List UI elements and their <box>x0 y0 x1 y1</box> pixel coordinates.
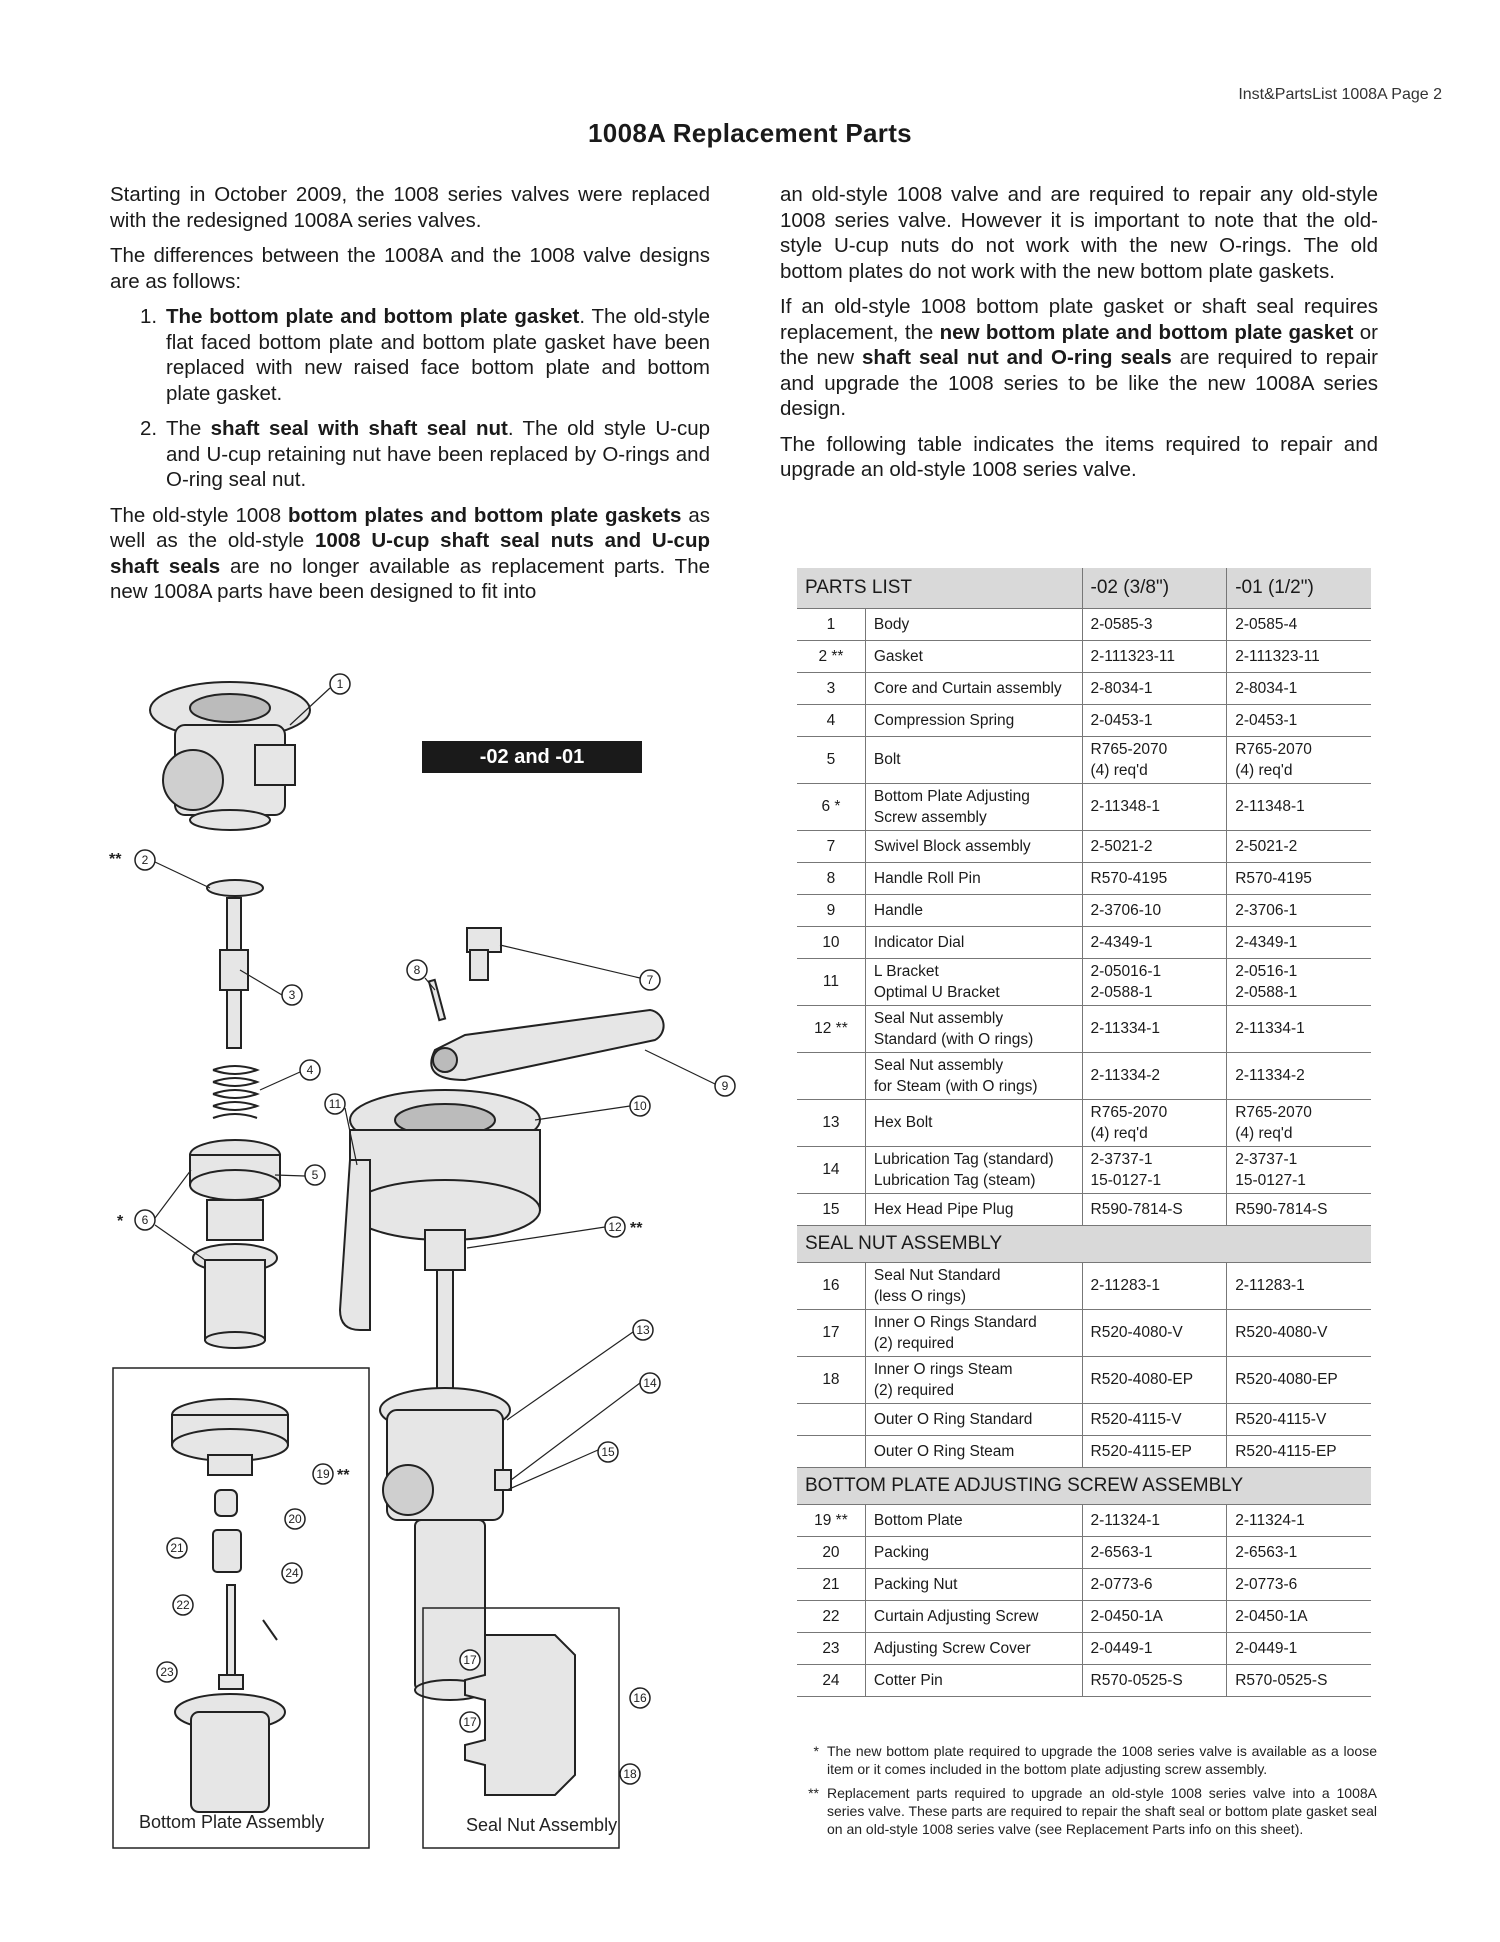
svg-text:22: 22 <box>176 1598 190 1612</box>
svg-text:2: 2 <box>141 853 149 867</box>
cell-p02: 2-111323-11 <box>1082 641 1227 673</box>
cell-num <box>797 1404 865 1436</box>
footnotes <box>797 1742 1377 1844</box>
cell-p01: 2-0516-1 2-0588-1 <box>1227 959 1371 1006</box>
cell-desc: Inner O rings Steam (2) required <box>865 1357 1082 1404</box>
table-section-header <box>797 1226 1371 1263</box>
cell-num: 3 <box>797 673 865 705</box>
svg-text:19: 19 <box>316 1467 330 1481</box>
cell-desc: Cotter Pin <box>865 1665 1082 1697</box>
table-row <box>797 1100 1371 1147</box>
cell-num: 12 ** <box>797 1006 865 1053</box>
callout-6-star: * <box>117 1213 124 1230</box>
header-parts-list: PARTS LIST <box>797 568 1082 609</box>
callout-24 <box>282 1563 302 1583</box>
cell-desc: Packing Nut <box>865 1569 1082 1601</box>
cell-p01: 2-0449-1 <box>1227 1633 1371 1665</box>
svg-text:6: 6 <box>141 1213 149 1227</box>
cell-num: 5 <box>797 737 865 784</box>
cell-p02: 2-8034-1 <box>1082 673 1227 705</box>
svg-text:17: 17 <box>463 1715 477 1729</box>
cell-desc: Handle <box>865 895 1082 927</box>
cell-p01: 2-4349-1 <box>1227 927 1371 959</box>
callout-12-star: ** <box>630 1220 643 1237</box>
cell-p02: 2-0773-6 <box>1082 1569 1227 1601</box>
cell-p02: 2-05016-1 2-0588-1 <box>1082 959 1227 1006</box>
cell-p02: 2-11283-1 <box>1082 1263 1227 1310</box>
cell-num: 20 <box>797 1537 865 1569</box>
cell-p01: 2-0453-1 <box>1227 705 1371 737</box>
cell-p02: 2-5021-2 <box>1082 831 1227 863</box>
cell-p01: R520-4080-EP <box>1227 1357 1371 1404</box>
callout-6 <box>135 1210 155 1230</box>
svg-text:24: 24 <box>285 1566 299 1580</box>
table-row <box>797 1537 1371 1569</box>
cell-desc: Core and Curtain assembly <box>865 673 1082 705</box>
cell-p01: R520-4080-V <box>1227 1310 1371 1357</box>
svg-text:13: 13 <box>636 1323 650 1337</box>
cell-num: 6 * <box>797 784 865 831</box>
cell-desc: Seal Nut assembly Standard (with O rings) <box>865 1006 1082 1053</box>
cell-p02: 2-11324-1 <box>1082 1505 1227 1537</box>
cell-desc: Curtain Adjusting Screw <box>865 1601 1082 1633</box>
cell-num: 9 <box>797 895 865 927</box>
table-row <box>797 1310 1371 1357</box>
svg-text:4: 4 <box>306 1063 314 1077</box>
exploded-parts-diagram <box>95 650 785 1860</box>
svg-text:1: 1 <box>336 677 344 691</box>
cell-p01: R520-4115-V <box>1227 1404 1371 1436</box>
svg-text:3: 3 <box>288 988 296 1002</box>
difference-item-1: 1. The bottom plate and bottom plate gasket. The old-style flat faced bottom plate and bottom plate gasket have been replaced with new raised face bottom plate and bottom plate gasket. <box>140 305 710 405</box>
right-text-column <box>780 182 1378 493</box>
cell-desc: Handle Roll Pin <box>865 863 1082 895</box>
table-row <box>797 895 1371 927</box>
cell-p02: 2-0449-1 <box>1082 1633 1227 1665</box>
cell-p01: 2-11324-1 <box>1227 1505 1371 1537</box>
callout-17a <box>460 1650 480 1670</box>
svg-text:11: 11 <box>328 1097 342 1111</box>
cell-num: 24 <box>797 1665 865 1697</box>
cell-desc: Outer O Ring Standard <box>865 1404 1082 1436</box>
cell-p02: 2-0453-1 <box>1082 705 1227 737</box>
upgrade-paragraph: If an old-style 1008 bottom plate gasket or shaft seal requires replacement, the new bottom plate and bottom plate gasket or the new shaft seal nut and O-ring seals are required to repair and upgrade the 1008 series to be like the new 1008A series design. <box>780 295 1378 420</box>
cell-desc: Bolt <box>865 737 1082 784</box>
cell-desc: Body <box>865 609 1082 641</box>
table-row <box>797 673 1371 705</box>
cell-p01: R590-7814-S <box>1227 1194 1371 1226</box>
svg-text:16: 16 <box>633 1691 647 1705</box>
cell-p01: 2-11334-2 <box>1227 1053 1371 1100</box>
callout-19 <box>313 1464 333 1484</box>
callout-2-star: ** <box>109 851 122 868</box>
bold-phrase: The bottom plate and bottom plate gasket <box>166 305 580 328</box>
callout-5 <box>305 1165 325 1185</box>
cell-p02: R520-4115-V <box>1082 1404 1227 1436</box>
cell-num <box>797 1053 865 1100</box>
cell-desc: Adjusting Screw Cover <box>865 1633 1082 1665</box>
cell-p02: R765-2070 (4) req'd <box>1082 1100 1227 1147</box>
cell-desc: Hex Bolt <box>865 1100 1082 1147</box>
cell-p02: 2-6563-1 <box>1082 1537 1227 1569</box>
svg-text:14: 14 <box>643 1376 657 1390</box>
callout-4 <box>300 1060 320 1080</box>
table-row <box>797 1194 1371 1226</box>
cell-p02: 2-11334-1 <box>1082 1006 1227 1053</box>
cell-desc: Bottom Plate Adjusting Screw assembly <box>865 784 1082 831</box>
table-row <box>797 959 1371 1006</box>
list-number: 1. <box>140 305 158 328</box>
callout-8 <box>407 960 427 980</box>
cell-p02: R570-0525-S <box>1082 1665 1227 1697</box>
callout-9 <box>715 1076 735 1096</box>
table-row <box>797 831 1371 863</box>
table-row <box>797 1006 1371 1053</box>
cell-p02: R765-2070 (4) req'd <box>1082 737 1227 784</box>
footnote-single-star: * The new bottom plate required to upgrade the 1008 series valve is available as a loose item or it comes included in the bottom plate adjusting screw assembly. <box>813 1743 1377 1777</box>
callout-3 <box>282 985 302 1005</box>
table-row <box>797 1569 1371 1601</box>
cell-p02: R570-4195 <box>1082 863 1227 895</box>
difference-item-2: 2. The shaft seal with shaft seal nut. The old style U-cup and U-cup retaining nut have been replaced by O-rings and O-ring seal nut. <box>140 417 710 491</box>
compatibility-paragraph: an old-style 1008 valve and are required to repair any old-style 1008 series valve. However it is important to note that the old-style U-cup nuts do not work with the new O-rings. The old bottom plates do not work with the new bottom plate gaskets. <box>780 183 1378 283</box>
cell-desc: Packing <box>865 1537 1082 1569</box>
callout-10 <box>630 1096 650 1116</box>
availability-paragraph: The old-style 1008 bottom plates and bottom plate gaskets as well as the old-style 1008 U-cup shaft seal nuts and U-cup shaft seals are no longer available as replacement parts. The new 1008A parts have been designed to fit into <box>110 503 710 603</box>
header-02: -02 (3/8") <box>1082 568 1227 609</box>
cell-p01: 2-111323-11 <box>1227 641 1371 673</box>
callout-14 <box>640 1373 660 1393</box>
cell-p02: R520-4080-EP <box>1082 1357 1227 1404</box>
table-header-row <box>797 568 1371 609</box>
cell-desc: Indicator Dial <box>865 927 1082 959</box>
svg-text:18: 18 <box>623 1767 637 1781</box>
cell-p02: 2-11348-1 <box>1082 784 1227 831</box>
cell-num: 23 <box>797 1633 865 1665</box>
cell-p01: 2-11334-1 <box>1227 1006 1371 1053</box>
cell-p01: 2-3706-1 <box>1227 895 1371 927</box>
table-row <box>797 705 1371 737</box>
table-row <box>797 1053 1371 1100</box>
callout-18 <box>620 1764 640 1784</box>
cell-num: 7 <box>797 831 865 863</box>
cell-desc: Hex Head Pipe Plug <box>865 1194 1082 1226</box>
cell-p02: R520-4080-V <box>1082 1310 1227 1357</box>
cell-p01: R570-0525-S <box>1227 1665 1371 1697</box>
cell-p02: 2-3706-10 <box>1082 895 1227 927</box>
table-row <box>797 1404 1371 1436</box>
cell-num: 11 <box>797 959 865 1006</box>
parts-rows <box>797 609 1371 1697</box>
table-row <box>797 737 1371 784</box>
cell-p01: R570-4195 <box>1227 863 1371 895</box>
callout-12 <box>605 1217 625 1237</box>
cell-num: 21 <box>797 1569 865 1601</box>
parts-list-table <box>797 568 1371 1697</box>
callout-1 <box>330 674 350 694</box>
footnote-double-star: ** Replacement parts required to upgrade an old-style 1008 series valve into a 1008A series valve. These parts are required to repair the shaft seal or bottom plate gasket seal on an old-style 1008 series valve (see Replacement Parts info on this sheet). <box>808 1785 1377 1837</box>
table-section-header <box>797 1468 1371 1505</box>
cell-num: 19 ** <box>797 1505 865 1537</box>
cell-desc: Bottom Plate <box>865 1505 1082 1537</box>
cell-num: 14 <box>797 1147 865 1194</box>
seal-nut-assembly-label: Seal Nut Assembly <box>466 1815 618 1835</box>
table-row <box>797 1505 1371 1537</box>
svg-text:17: 17 <box>463 1653 477 1667</box>
differences-paragraph: The differences between the 1008A and the 1008 valve designs are as follows: <box>110 244 710 293</box>
svg-text:15: 15 <box>601 1445 615 1459</box>
table-row <box>797 1147 1371 1194</box>
left-text-column <box>110 182 710 615</box>
cell-num: 15 <box>797 1194 865 1226</box>
section-title: SEAL NUT ASSEMBLY <box>797 1226 1371 1263</box>
cell-p01: R520-4115-EP <box>1227 1436 1371 1468</box>
callout-23 <box>157 1662 177 1682</box>
cell-p01: 2-11283-1 <box>1227 1263 1371 1310</box>
document-reference: Inst&PartsList 1008A Page 2 <box>1238 86 1442 103</box>
cell-p01: 2-0450-1A <box>1227 1601 1371 1633</box>
cell-desc: L Bracket Optimal U Bracket <box>865 959 1082 1006</box>
cell-p02: 2-3737-1 15-0127-1 <box>1082 1147 1227 1194</box>
callout-2 <box>135 850 155 870</box>
table-row <box>797 863 1371 895</box>
callout-17b <box>460 1712 480 1732</box>
cell-desc: Outer O Ring Steam <box>865 1436 1082 1468</box>
cell-desc: Gasket <box>865 641 1082 673</box>
svg-text:10: 10 <box>633 1099 647 1113</box>
cell-p01: R765-2070 (4) req'd <box>1227 1100 1371 1147</box>
cell-desc: Seal Nut assembly for Steam (with O rings) <box>865 1053 1082 1100</box>
cell-num: 22 <box>797 1601 865 1633</box>
cell-num: 2 ** <box>797 641 865 673</box>
table-row <box>797 927 1371 959</box>
cell-p01: 2-8034-1 <box>1227 673 1371 705</box>
callout-7 <box>640 970 660 990</box>
cell-num: 16 <box>797 1263 865 1310</box>
table-row <box>797 784 1371 831</box>
cell-num: 1 <box>797 609 865 641</box>
callout-21 <box>167 1538 187 1558</box>
cell-desc: Lubrication Tag (standard) Lubrication Tag (steam) <box>865 1147 1082 1194</box>
callout-11 <box>325 1094 345 1114</box>
cell-p01: 2-5021-2 <box>1227 831 1371 863</box>
table-intro-paragraph: The following table indicates the items required to repair and upgrade an old-style 1008 series valve. <box>780 432 1378 481</box>
bold-phrase: shaft seal with shaft seal nut <box>210 417 508 440</box>
model-badge: -02 and -01 <box>422 741 642 773</box>
callout-16 <box>630 1688 650 1708</box>
list-number: 2. <box>140 417 158 440</box>
cell-p01: 2-11348-1 <box>1227 784 1371 831</box>
cell-desc: Compression Spring <box>865 705 1082 737</box>
svg-text:7: 7 <box>646 973 654 987</box>
callout-15 <box>598 1442 618 1462</box>
svg-text:8: 8 <box>413 963 421 977</box>
cell-num: 13 <box>797 1100 865 1147</box>
table-row <box>797 1357 1371 1404</box>
cell-p02: 2-4349-1 <box>1082 927 1227 959</box>
cell-num: 18 <box>797 1357 865 1404</box>
cell-p02: R590-7814-S <box>1082 1194 1227 1226</box>
svg-text:12: 12 <box>608 1220 622 1234</box>
svg-text:23: 23 <box>160 1665 174 1679</box>
svg-text:9: 9 <box>721 1079 729 1093</box>
cell-p02: 2-0585-3 <box>1082 609 1227 641</box>
table-row <box>797 1263 1371 1310</box>
cell-p02: R520-4115-EP <box>1082 1436 1227 1468</box>
intro-paragraph: Starting in October 2009, the 1008 series valves were replaced with the redesigned 1008A series valves. <box>110 183 710 232</box>
table-row <box>797 1633 1371 1665</box>
header-01: -01 (1/2") <box>1227 568 1371 609</box>
table-row <box>797 1601 1371 1633</box>
table-row <box>797 1436 1371 1468</box>
cell-desc: Swivel Block assembly <box>865 831 1082 863</box>
section-title: BOTTOM PLATE ADJUSTING SCREW ASSEMBLY <box>797 1468 1371 1505</box>
cell-p01: 2-0585-4 <box>1227 609 1371 641</box>
cell-p02: 2-0450-1A <box>1082 1601 1227 1633</box>
cell-desc: Inner O Rings Standard (2) required <box>865 1310 1082 1357</box>
callout-20 <box>285 1509 305 1529</box>
table-row <box>797 609 1371 641</box>
callout-13 <box>633 1320 653 1340</box>
svg-text:21: 21 <box>170 1541 184 1555</box>
cell-num: 17 <box>797 1310 865 1357</box>
table-row <box>797 641 1371 673</box>
cell-num: 8 <box>797 863 865 895</box>
cell-p01: 2-0773-6 <box>1227 1569 1371 1601</box>
cell-p01: 2-6563-1 <box>1227 1537 1371 1569</box>
cell-p01: 2-3737-1 15-0127-1 <box>1227 1147 1371 1194</box>
svg-text:5: 5 <box>311 1168 319 1182</box>
bottom-plate-assembly-label: Bottom Plate Assembly <box>139 1812 325 1832</box>
table-row <box>797 1665 1371 1697</box>
callout-19-star: ** <box>337 1467 350 1484</box>
cell-num: 4 <box>797 705 865 737</box>
cell-p01: R765-2070 (4) req'd <box>1227 737 1371 784</box>
cell-desc: Seal Nut Standard (less O rings) <box>865 1263 1082 1310</box>
svg-text:20: 20 <box>288 1512 302 1526</box>
callout-22 <box>173 1595 193 1615</box>
cell-num: 10 <box>797 927 865 959</box>
page-title: 1008A Replacement Parts <box>588 118 912 148</box>
cell-p02: 2-11334-2 <box>1082 1053 1227 1100</box>
cell-num <box>797 1436 865 1468</box>
